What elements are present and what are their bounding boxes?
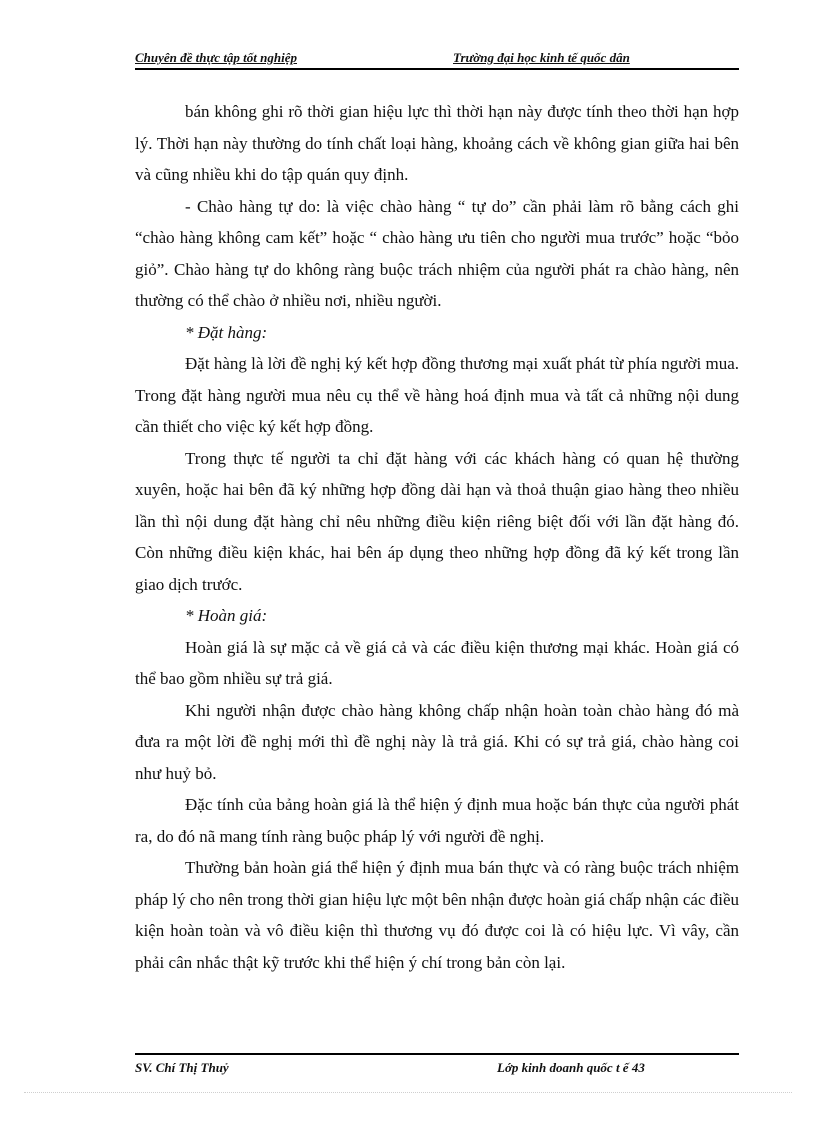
footer-student-name: SV. Chí Thị Thuỷ xyxy=(135,1060,229,1075)
header-university-name: Trường đại học kinh tế quốc dân xyxy=(453,50,630,65)
paragraph-free-offer: - Chào hàng tự do: là việc chào hàng “ tự do” cần phải làm rõ bằng cách ghi “chào hàng không cam kết” hoặc “ chào hàng ưu tiên cho người mua trước” hoặc “bỏo giỏ”. Chào hàng tự do không ràng buộc trách nhiệm của người phát ra chào hàng, nên thường có thể chào ở nhiều nơi, nhiều người. xyxy=(135,196,739,310)
paragraph: Trong thực tế người ta chỉ đặt hàng với các khách hàng có quan hệ thường xuyên, hoặc hai bên đã ký những hợp đồng dài hạn và thoả thuận giao hàng theo nhiều lần thì nội dung đặt hàng chỉ nêu những điều kiện riêng biệt đối với lần đặt hàng đó. Còn những điều kiện khác, hai bên áp dụng theo những hợp đồng đã ký kết trong lần giao dịch trước. xyxy=(135,448,739,594)
header-document-title: Chuyên đề thực tập tốt nghiệp xyxy=(135,50,297,65)
page-bottom-edge xyxy=(24,1092,792,1093)
paragraph: Khi người nhận được chào hàng không chấp nhận hoàn toàn chào hàng đó mà đưa ra một lời đề nghị mới thì đề nghị này là trả giá. Khi có sự trả giá, chào hàng coi như huỷ bỏ. xyxy=(135,700,739,783)
footer-class-name: Lớp kinh doanh quốc t ế 43 xyxy=(497,1060,645,1075)
page-footer xyxy=(135,1053,739,1079)
paragraph: Đặc tính của bảng hoàn giá là thể hiện ý định mua hoặc bán thực của người phát ra, do đó nã mang tính ràng buộc pháp lý với người đề nghị. xyxy=(135,795,739,846)
document-body xyxy=(135,96,739,978)
paragraph: Thường bản hoàn giá thể hiện ý định mua bán thực và có ràng buộc trách nhiệm pháp lý cho nên trong thời gian hiệu lực một bên nhận được hoàn giá chấp nhận các điều kiện hoàn toàn và vô điều kiện thì thương vụ đó được coi là có hiệu lực. Vì vây, cần phải cân nhắc thật kỹ trước khi thể hiện ý chí trong bản còn lại. xyxy=(135,858,739,972)
paragraph: Hoàn giá là sự mặc cả về giá cả và các điều kiện thương mại khác. Hoàn giá có thể bao gồm nhiều sự trả giá. xyxy=(135,637,739,688)
section-heading-order: * Đặt hàng: xyxy=(185,322,268,342)
section-heading-counter-offer: * Hoàn giá: xyxy=(185,606,268,625)
paragraph: Đặt hàng là lời đề nghị ký kết hợp đồng thương mại xuất phát từ phía người mua. Trong đặt hàng người mua nêu cụ thể về hàng hoá định mua và tất cả những nội dung cần thiết cho việc ký kết hợp đồng. xyxy=(135,354,739,436)
paragraph: bán không ghi rõ thời gian hiệu lực thì thời hạn này được tính theo thời hạn hợp lý. Thời hạn này thường do tính chất loại hàng, khoảng cách về không gian giữa hai bên và cũng nhiều khi do tập quán quy định. xyxy=(135,102,739,184)
page-header xyxy=(135,48,739,70)
